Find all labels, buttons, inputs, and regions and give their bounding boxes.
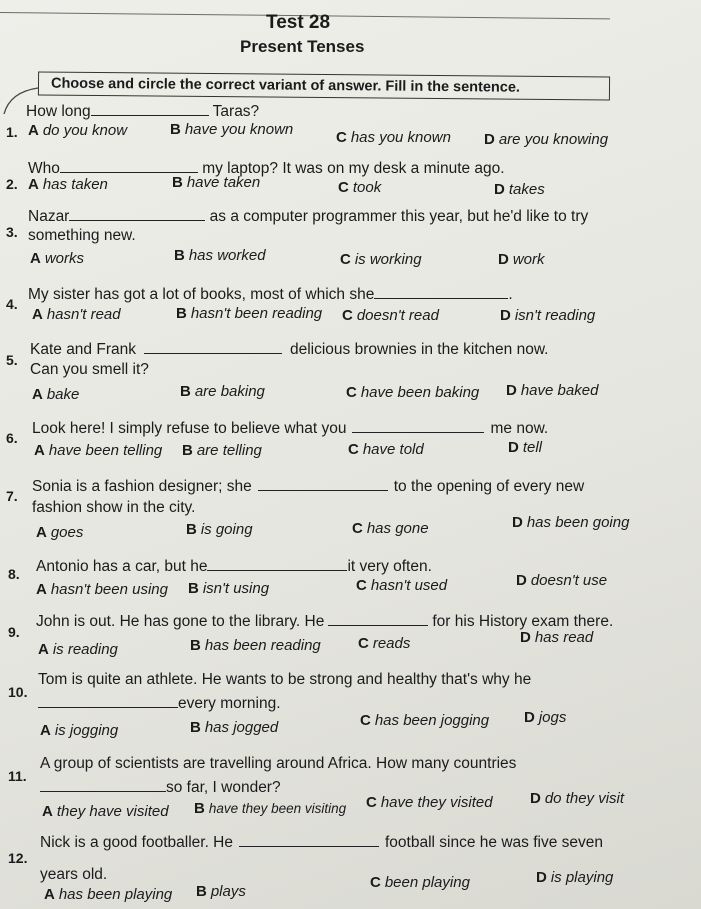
page-subtitle: Present Tenses: [240, 37, 365, 56]
question-11-continued: so far, I wonder?: [40, 779, 281, 797]
question-3-continued: something new.: [28, 227, 136, 244]
option-d[interactable]: D tell: [508, 439, 543, 456]
option-b[interactable]: B hasn't been reading: [176, 305, 323, 322]
option-d[interactable]: D work: [498, 251, 545, 268]
option-d[interactable]: D has been going: [512, 514, 630, 531]
option-c[interactable]: C have told: [348, 441, 424, 458]
question-number: 12.: [8, 850, 28, 866]
option-b[interactable]: B plays: [196, 883, 246, 900]
question-number: 1.: [6, 124, 18, 140]
question-10-continued: every morning.: [38, 695, 281, 713]
option-c[interactable]: C have been baking: [346, 384, 480, 401]
question-7: Sonia is a fashion designer; she to the opening of every new: [32, 478, 585, 495]
question-5-continued: Can you smell it?: [30, 361, 149, 378]
option-c[interactable]: C doesn't read: [342, 307, 439, 324]
question-9: John is out. He has gone to the library. He for his History exam there.: [36, 613, 614, 630]
option-a[interactable]: A goes: [36, 524, 84, 541]
question-number: 9.: [8, 624, 20, 640]
option-b[interactable]: B are baking: [180, 383, 265, 400]
question-number: 5.: [6, 352, 18, 368]
option-c[interactable]: C reads: [358, 635, 411, 652]
option-d[interactable]: D isn't reading: [500, 307, 596, 324]
question-2: Who my laptop? It was on my desk a minute ago.: [28, 160, 505, 177]
option-c[interactable]: C has you known: [336, 129, 451, 146]
option-a[interactable]: A bake: [32, 386, 80, 403]
question-number: 3.: [6, 224, 18, 240]
option-c[interactable]: C is working: [340, 251, 422, 268]
option-a[interactable]: A is reading: [38, 641, 118, 658]
option-b[interactable]: B has been reading: [190, 637, 321, 654]
question-8: Antonio has a car, but he it very often.: [36, 558, 432, 575]
option-d[interactable]: D jogs: [524, 709, 567, 726]
option-d[interactable]: D has read: [520, 629, 594, 646]
option-b[interactable]: B have you known: [170, 121, 294, 138]
option-a[interactable]: A do you know: [28, 122, 128, 139]
option-a[interactable]: A works: [30, 250, 85, 267]
question-10: Tom is quite an athlete. He wants to be strong and healthy that's why he: [38, 671, 532, 688]
option-c[interactable]: C has gone: [352, 520, 429, 537]
option-b[interactable]: B is going: [186, 521, 253, 538]
option-b[interactable]: B isn't using: [188, 580, 270, 597]
option-b[interactable]: B are telling: [182, 442, 262, 459]
option-d[interactable]: D do they visit: [530, 790, 625, 807]
question-5: Kate and Frank delicious brownies in the kitchen now.: [30, 341, 549, 358]
question-number: 2.: [6, 176, 18, 192]
option-b[interactable]: B have taken: [172, 174, 261, 191]
option-d[interactable]: D doesn't use: [516, 572, 608, 589]
question-number: 6.: [6, 430, 18, 446]
question-number: 10.: [8, 684, 28, 700]
option-a[interactable]: A has taken: [28, 176, 108, 193]
option-a[interactable]: A is jogging: [40, 722, 119, 739]
question-4: My sister has got a lot of books, most of which she .: [28, 286, 513, 303]
question-3: Nazar as a computer programmer this year, but he'd like to try: [28, 208, 589, 225]
option-d[interactable]: D is playing: [536, 869, 614, 886]
question-number: 4.: [6, 296, 18, 312]
option-a[interactable]: A hasn't read: [32, 306, 121, 323]
option-a[interactable]: A hasn't been using: [36, 581, 168, 598]
option-c[interactable]: C took: [338, 179, 382, 196]
option-a[interactable]: A have been telling: [34, 442, 163, 459]
option-c[interactable]: C has been jogging: [360, 712, 490, 729]
instruction-box: Choose and circle the correct variant of answer. Fill in the sentence.: [38, 72, 610, 101]
question-12: Nick is a good footballer. He football since he was five seven: [40, 834, 603, 851]
option-c[interactable]: C have they visited: [366, 794, 493, 811]
question-number: 7.: [6, 488, 18, 504]
option-b[interactable]: B has worked: [174, 247, 266, 264]
option-c[interactable]: C been playing: [370, 874, 470, 891]
question-6: Look here! I simply refuse to believe what you me now.: [32, 420, 549, 437]
option-c[interactable]: C hasn't used: [356, 577, 448, 594]
question-12-continued: years old.: [40, 866, 108, 883]
question-7-continued: fashion show in the city.: [32, 499, 196, 516]
option-d[interactable]: D takes: [494, 181, 545, 198]
option-a[interactable]: A they have visited: [42, 803, 169, 820]
option-b[interactable]: B have they been visiting: [194, 800, 347, 817]
page-title: Test 28: [266, 12, 331, 33]
question-1: How long Taras?: [26, 103, 260, 120]
question-number: 11.: [8, 768, 27, 784]
option-d[interactable]: D have baked: [506, 382, 599, 399]
option-a[interactable]: A has been playing: [44, 886, 173, 903]
option-b[interactable]: B has jogged: [190, 719, 279, 736]
question-11: A group of scientists are travelling around Africa. How many countries: [40, 755, 517, 772]
question-number: 8.: [8, 566, 20, 582]
option-d[interactable]: D are you knowing: [484, 131, 609, 148]
